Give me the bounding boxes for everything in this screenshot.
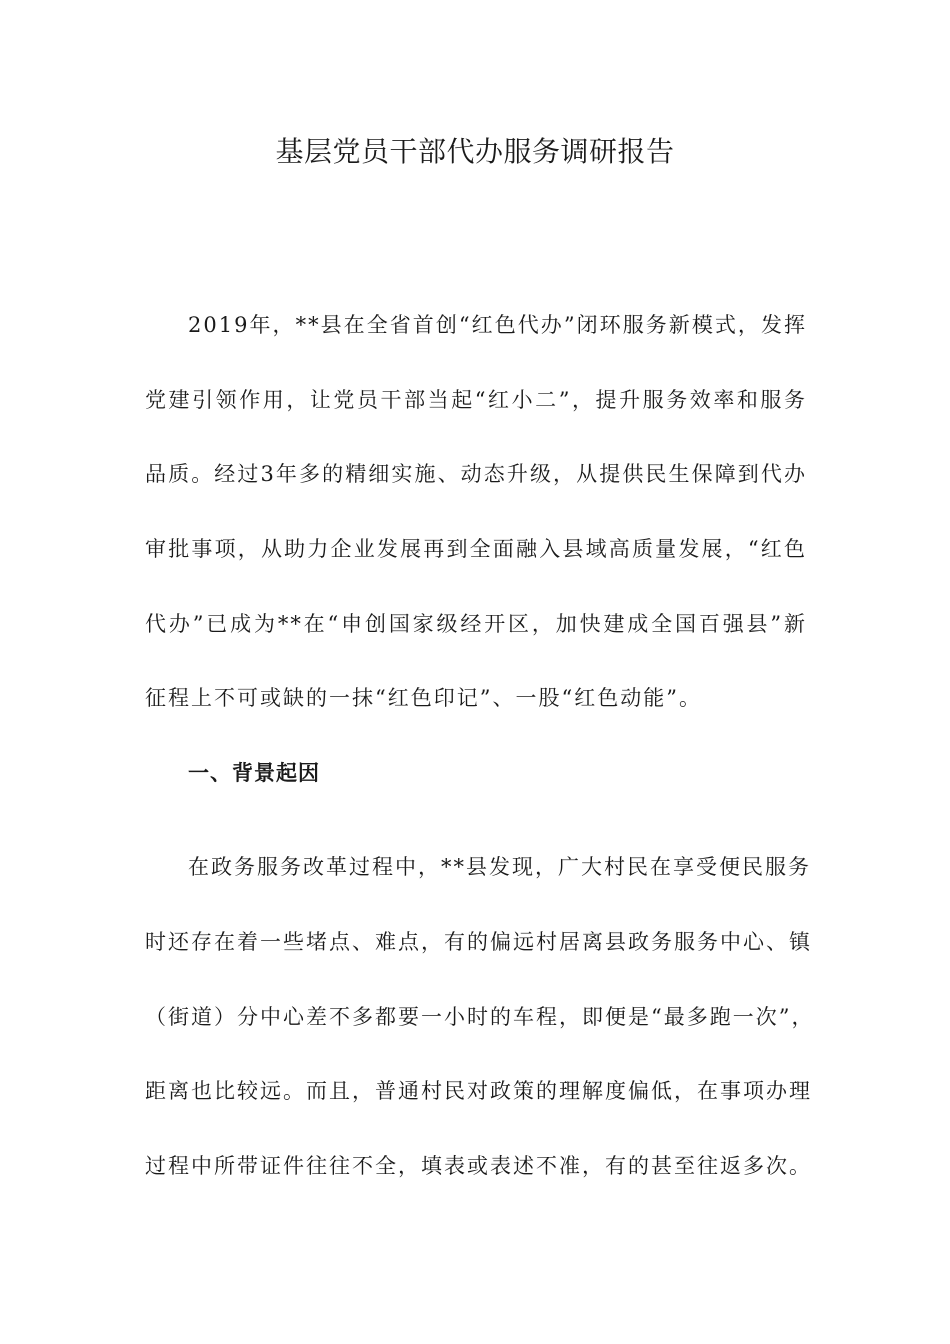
paragraph1-line-4: 审批事项，从助力企业发展再到全面融入县域高质量发展，“红色 bbox=[145, 537, 807, 561]
paragraph2-line-5: 过程中所带证件往往不全，填表或表述不准，有的甚至往返多次。 bbox=[145, 1154, 812, 1178]
paragraph2-line-1: 在政务服务改革过程中，**县发现，广大村民在享受便民服务 bbox=[188, 855, 811, 879]
paragraph1-line-5: 代办”已成为**在“申创国家级经开区，加快建成全国百强县”新 bbox=[145, 612, 807, 636]
paragraph1-line-6: 征程上不可或缺的一抹“红色印记”、一股“红色动能”。 bbox=[145, 686, 702, 710]
section-heading: 一、背景起因 bbox=[188, 761, 320, 785]
paragraph1-line-2: 党建引领作用，让党员干部当起“红小二”，提升服务效率和服务 bbox=[145, 388, 807, 412]
document-title: 基层党员干部代办服务调研报告 bbox=[275, 135, 675, 168]
paragraph1-line-1: 2019年，**县在全省首创“红色代办”闭环服务新模式，发挥 bbox=[188, 313, 807, 337]
paragraph1-line-3: 品质。经过3年多的精细实施、动态升级，从提供民生保障到代办 bbox=[145, 462, 807, 486]
paragraph2-line-2: 时还存在着一些堵点、难点，有的偏远村居离县政务服务中心、镇 bbox=[145, 930, 812, 954]
paragraph2-line-4: 距离也比较远。而且，普通村民对政策的理解度偏低，在事项办理 bbox=[145, 1079, 812, 1103]
paragraph2-line-3: （街道）分中心差不多都要一小时的车程，即便是“最多跑一次”， bbox=[145, 1005, 815, 1029]
